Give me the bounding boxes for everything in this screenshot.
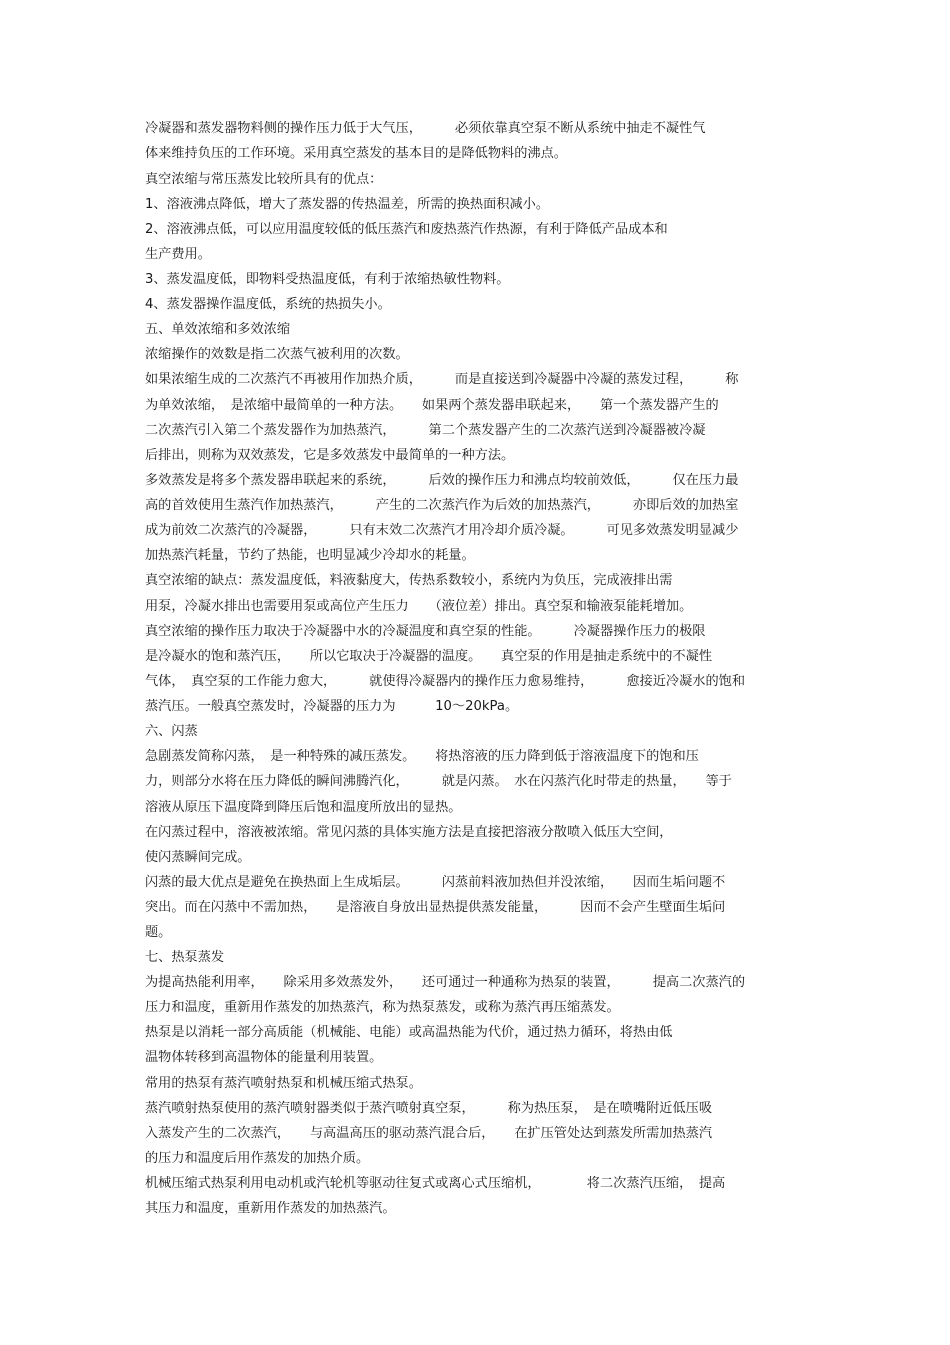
text-line: 为提高热能利用率， 除采用多效蒸发外， 还可通过一种通称为热泵的装置， 提高二次蒸汽的: [145, 975, 746, 990]
text-line: 冷凝器和蒸发器物料侧的操作压力低于大气压， 必须依靠真空泵不断从系统中抽走不凝性气: [145, 121, 706, 136]
text-line: 七、热泵蒸发: [145, 950, 225, 965]
text-line: 真空浓缩与常压蒸发比较所具有的优点：: [145, 172, 383, 187]
text-line: 4、蒸发器操作温度低，系统的热损失小。: [145, 297, 391, 312]
text-line: 真空浓缩的缺点：蒸发温度低，料液黏度大，传热系数较小，系统内为负压，完成液排出需: [145, 573, 673, 588]
text-line: 热泵是以消耗一部分高质能（机械能、电能）或高温热能为代价，通过热力循环，将热由低: [145, 1025, 673, 1040]
text-line: 蒸汽喷射热泵使用的蒸汽喷射器类似于蒸汽喷射真空泵， 称为热压泵， 是在喷嘴附近低压吸: [145, 1101, 713, 1116]
text-line: 多效蒸发是将多个蒸发器串联起来的系统， 后效的操作压力和沸点均较前效低， 仅在压力最: [145, 473, 739, 488]
text-line: 突出。而在闪蒸中不需加热， 是溶液自身放出显热提供蒸发能量， 因而不会产生壁面生垢问: [145, 900, 726, 915]
text-line: 机械压缩式热泵利用电动机或汽轮机等驱动往复式或离心式压缩机， 将二次蒸汽压缩， 提高: [145, 1176, 726, 1191]
text-line: 生产费用。: [145, 247, 211, 262]
text-line: 如果浓缩生成的二次蒸汽不再被用作加热介质， 而是直接送到冷凝器中冷凝的蒸发过程， 称: [145, 372, 739, 387]
text-line: 蒸汽压。一般真空蒸发时，冷凝器的压力为 10～20kPa。: [145, 699, 519, 714]
text-line: 闪蒸的最大优点是避免在换热面上生成垢层。 闪蒸前料液加热但并没浓缩， 因而生垢问题不: [145, 875, 726, 890]
text-line: 使闪蒸瞬间完成。: [145, 850, 251, 865]
text-line: 急剧蒸发简称闪蒸， 是一种特殊的减压蒸发。 将热溶液的压力降到低于溶液温度下的饱和压: [145, 749, 699, 764]
text-line: 浓缩操作的效数是指二次蒸气被利用的次数。: [145, 347, 409, 362]
text-line: 入蒸发产生的二次蒸汽， 与高温高压的驱动蒸汽混合后， 在扩压管处达到蒸发所需加热蒸汽: [145, 1126, 713, 1141]
text-line: 2、溶液沸点低，可以应用温度较低的低压蒸汽和废热蒸汽作热源，有利于降低产品成本和: [145, 222, 668, 237]
text-line: 为单效浓缩， 是浓缩中最简单的一种方法。 如果两个蒸发器串联起来， 第一个蒸发器产生的: [145, 398, 719, 413]
text-line: 后排出，则称为双效蒸发，它是多效蒸发中最简单的一种方法。: [145, 448, 515, 463]
text-line: 溶液从原压下温度降到降压后饱和温度所放出的显热。: [145, 800, 462, 815]
text-line: 压力和温度，重新用作蒸发的加热蒸汽，称为热泵蒸发，或称为蒸汽再压缩蒸发。: [145, 1000, 620, 1015]
text-line: 六、闪蒸: [145, 724, 198, 739]
text-line: 1、溶液沸点降低，增大了蒸发器的传热温差，所需的换热面积减小。: [145, 197, 550, 212]
text-line: 高的首效使用生蒸汽作加热蒸汽， 产生的二次蒸汽作为后效的加热蒸汽， 亦即后效的加热室: [145, 498, 739, 513]
text-line: 题。: [145, 925, 172, 940]
text-line: 3、蒸发温度低，即物料受热温度低，有利于浓缩热敏性物料。: [145, 272, 510, 287]
text-line: 的压力和温度后用作蒸发的加热介质。: [145, 1151, 370, 1166]
text-line: 体来维持负压的工作环境。采用真空蒸发的基本目的是降低物料的沸点。: [145, 146, 567, 161]
text-line: 其压力和温度，重新用作蒸发的加热蒸汽。: [145, 1201, 396, 1216]
text-line: 加热蒸汽耗量，节约了热能，也明显减少冷却水的耗量。: [145, 548, 475, 563]
text-line: 是冷凝水的饱和蒸汽压， 所以它取决于冷凝器的温度。 真空泵的作用是抽走系统中的不凝性: [145, 649, 713, 664]
text-line: 在闪蒸过程中，溶液被浓缩。常见闪蒸的具体实施方法是直接把溶液分散喷入低压大空间，: [145, 825, 673, 840]
text-line: 力，则部分水将在压力降低的瞬间沸腾汽化， 就是闪蒸。 水在闪蒸汽化时带走的热量， 等于: [145, 774, 732, 789]
text-line: 用泵，冷凝水排出也需要用泵或高位产生压力 （液位差）排出。真空泵和输液泵能耗增加。: [145, 599, 693, 614]
text-line: 二次蒸汽引入第二个蒸发器作为加热蒸汽， 第二个蒸发器产生的二次蒸汽送到冷凝器被冷凝: [145, 423, 706, 438]
text-line: 五、单效浓缩和多效浓缩: [145, 322, 291, 337]
text-line: 成为前效二次蒸汽的冷凝器， 只有末效二次蒸汽才用冷却介质冷凝。 可见多效蒸发明显减少: [145, 523, 739, 538]
text-line: 气体， 真空泵的工作能力愈大， 就使得冷凝器内的操作压力愈易维持， 愈接近冷凝水的饱和: [145, 674, 746, 689]
text-line: 温物体转移到高温物体的能量利用装置。: [145, 1050, 383, 1065]
text-line: 常用的热泵有蒸汽喷射热泵和机械压缩式热泵。: [145, 1076, 422, 1091]
text-line: 真空浓缩的操作压力取决于冷凝器中水的冷凝温度和真空泵的性能。 冷凝器操作压力的极限: [145, 624, 706, 639]
